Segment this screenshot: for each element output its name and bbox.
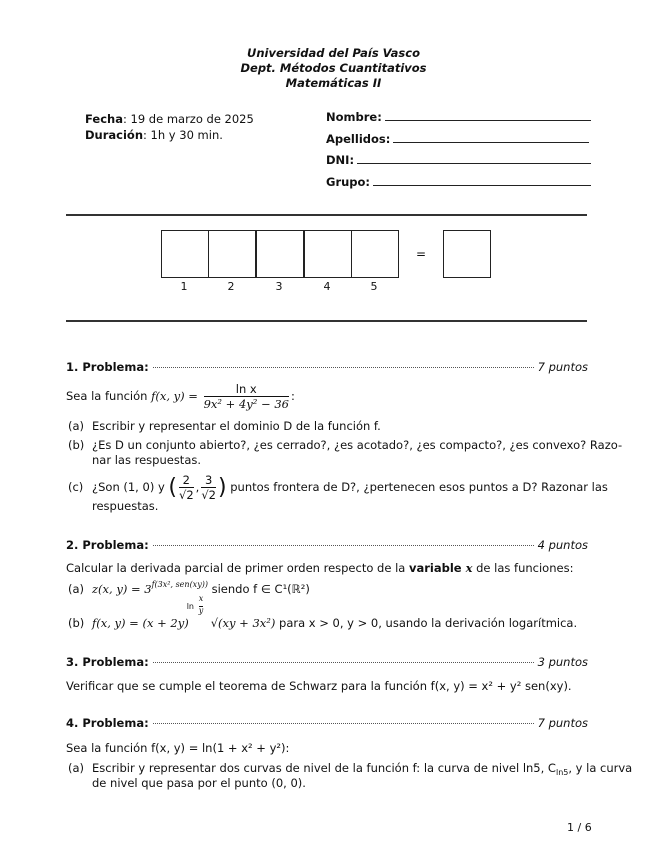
page-number: 1 / 6 [567,821,592,834]
intro-bold: variable [408,561,462,575]
problem-1-heading [66,360,588,374]
group-line[interactable] [373,184,591,186]
item-text-end: , y la curva [568,761,633,775]
date-row [85,111,254,127]
duration-value: : 1h y 30 min. [143,128,223,142]
item-root: √(xy + 3x²) [210,616,276,630]
problem-3-title: 3. Problema: [66,655,149,669]
intro-suffix: : [290,389,295,403]
score-label-5: 5 [370,280,378,293]
item-label: (b) [68,438,85,452]
equals-sign: = [416,247,427,261]
dni-label: DNI: [326,153,355,167]
date-value: : 19 de marzo de 2025 [122,112,254,126]
item-text: Escribir y representar el dominio D de la función f. [92,419,381,433]
fraction-numerator: ln x [204,382,289,397]
problem-3-points: 3 puntos [537,655,588,669]
item-text-start: Escribir y representar dos curvas de nivel de la función f: la curva de nivel ln5, C [92,761,556,775]
exponent-ln: ln [186,602,194,611]
score-box-2[interactable] [208,230,256,278]
dot-leader [153,723,534,724]
university-name: Universidad del País Vasco [247,46,420,60]
course-name: Matemáticas II [285,76,382,90]
score-label-3: 3 [275,280,283,293]
surname-label: Apellidos: [326,132,391,146]
dot-leader [153,662,534,663]
function-fraction [204,382,289,411]
intro-variable: x [461,561,473,575]
item-text-end: puntos frontera de D?, ¿pertenecen esos puntos a D? Razonar las [226,480,608,494]
point-x-denominator: √2 [179,488,194,502]
problem-4-points: 7 puntos [537,716,588,730]
point-y-denominator: √2 [201,488,216,502]
item-exponent [186,594,211,627]
item-text-start: ¿Son (1, 0) y [92,480,169,494]
score-label-4: 4 [323,280,331,293]
item-text [92,761,632,777]
item-text-continued: nar las respuestas. [92,453,202,467]
score-box-5[interactable] [351,230,399,278]
item-text: ¿Son (1, 0) y ( $\frac{2}{√2}$ , $\frac{3}{√2}$ ) puntos frontera de D?, ¿pertenecen esos puntos a D? Razonar las [92,473,608,502]
item-label: (b) [68,616,85,630]
problem-1-title: 1. Problema: [66,360,149,374]
problem-2-title: 2. Problema: [66,538,149,552]
dni-field[interactable] [326,153,591,167]
score-box-4[interactable] [304,230,352,278]
duration-label: Duración [85,128,144,142]
item-exponent: f(3x², sen(xy)) [151,580,208,589]
surname-field[interactable] [326,132,589,146]
intro-text-end: de las funciones: [472,561,574,575]
item-label: (a) [68,419,85,433]
problem-1-points: 7 puntos [537,360,588,374]
item-text-continued: respuestas. [92,499,159,513]
bottom-divider [66,320,587,322]
group-field[interactable] [326,175,591,189]
intro-text: Calcular la derivada parcial de primer orden respecto de la [66,561,409,575]
score-label-2: 2 [227,280,235,293]
item-condition: siendo f ∈ C¹(ℝ²) [207,582,310,596]
item-label: (c) [68,480,84,494]
point-x-numerator: 2 [179,473,194,488]
fraction-denominator: 9x² + 4y² − 36 [203,397,289,411]
exponent-num: x [199,591,204,607]
intro-prefix: Sea la función [66,389,152,403]
problem-1-intro [66,382,295,411]
item-label: (a) [68,761,85,775]
item-text: ¿Es D un conjunto abierto?, ¿es cerrado?, ¿es acotado?, ¿es compacto?, ¿es convexo? Razo- [92,438,623,452]
item-formula: z(x, y) = 3 [92,582,152,596]
name-line[interactable] [385,119,591,121]
item-subscript: ln5 [555,768,569,777]
point-y-numerator: 3 [201,473,216,488]
dot-leader [153,367,534,368]
item-label: (a) [68,582,85,596]
score-box-total[interactable] [443,230,491,278]
department-name: Dept. Métodos Cuantitativos [240,61,427,75]
item-text-continued: de nivel que pasa por el punto (0, 0). [92,776,306,790]
group-label: Grupo: [326,175,371,189]
name-label: Nombre: [326,110,382,124]
score-label-1: 1 [180,280,188,293]
duration-row [85,127,254,143]
function-lhs: f(x, y) = [151,389,198,403]
item-condition: para x > 0, y > 0, usando la derivación logarítmica. [275,616,578,630]
score-box-3[interactable] [256,230,304,278]
exam-header [0,46,667,91]
exam-info [85,111,254,143]
problem-3-text: Verificar que se cumple el teorema de Schwarz para la función f(x, y) = x² + y² sen(xy). [66,679,572,693]
date-label: Fecha [85,112,123,126]
problem-4-title: 4. Problema: [66,716,149,730]
problem-2-intro [66,561,573,576]
problem-2-heading [66,538,588,552]
exponent-den: y [198,606,204,615]
item-text [92,594,578,631]
dni-line[interactable] [357,162,591,164]
score-box-1[interactable] [161,230,209,278]
dot-leader [153,545,534,546]
problem-4-heading [66,716,588,730]
problem-2-points: 4 puntos [537,538,588,552]
problem-4-intro: Sea la función f(x, y) = ln(1 + x² + y²): [66,741,290,755]
item-formula: f(x, y) = (x + 2y) [92,616,189,630]
problem-3-heading [66,655,588,669]
top-divider [66,214,587,216]
name-field[interactable] [326,110,591,124]
surname-line[interactable] [393,141,589,143]
